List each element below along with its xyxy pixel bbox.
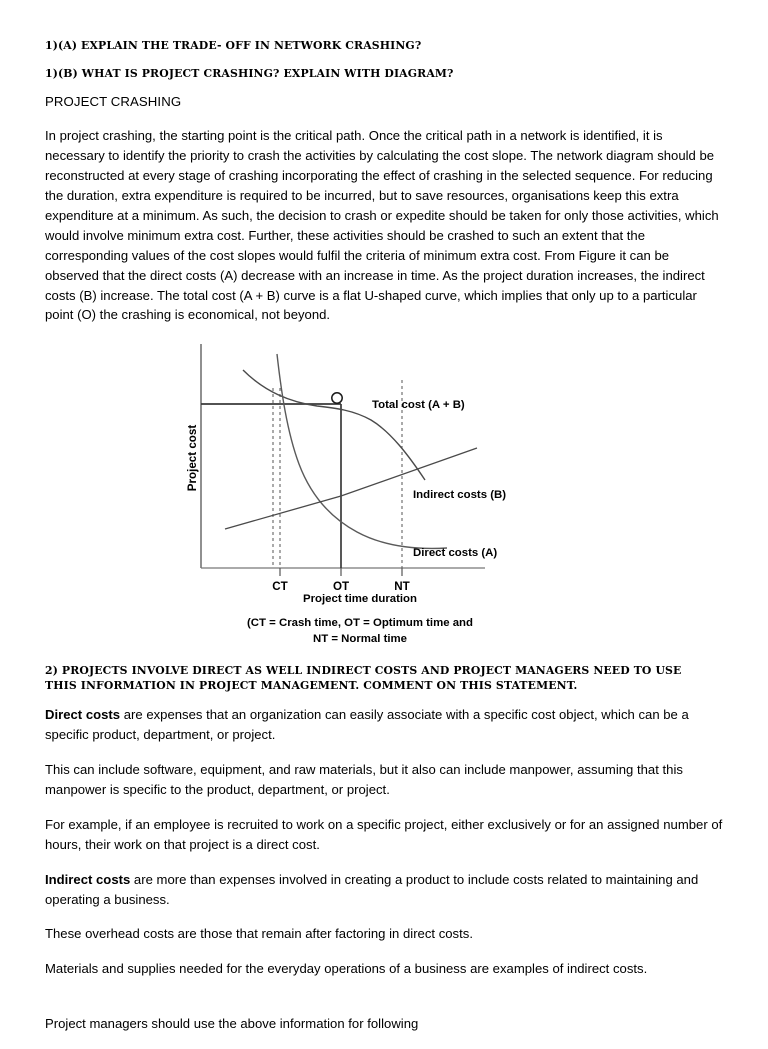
series-label-total-cost: Total cost (A + B): [372, 399, 465, 412]
figure-project-cost-chart: [45, 340, 725, 646]
paragraph-intro: In project crashing, the starting point is the critical path. Once the critical path in a network is identified, it is necessary to identify the priority to crash the activities by calculating the cost slope. The network diagram should be reconstructed at every stage of crashing incorporating the effect of crashing in the selected sequence. For reducing the duration, extra expenditure is required to be incurred, but to save resources, organisations keep this extra expenditure at a minimum. As such, the decision to crash or expedite should be taken for only those activities, which would involve minimum extra cost. Further, these activities should be crashed to such an extent that the corresponding values of the cost slopes would fulfil the criteria of minimum extra cost. From Figure it can be observed that the direct costs (A) decrease with an increase in time. As the project duration increases, the indirect costs (B) increase. The total cost (A + B) curve is a flat U-shaped curve, which implies that only up to a particular point (O) the crashing is economical, not beyond.: [45, 128, 719, 323]
heading-question-1b: 1)(B) WHAT IS PROJECT CRASHING? EXPLAIN WITH DIAGRAM?: [45, 65, 454, 80]
figure-axis-title-x: [80, 592, 640, 607]
chart-canvas: [185, 340, 525, 590]
heading-question-2: 2) PROJECTS INVOLVE DIRECT AS WELL INDIRECT COSTS AND PROJECT MANAGERS NEED TO USE THIS INFORMATION IN PROJECT MANAGEMENT. COMMENT ON THIS STATEMENT.: [45, 662, 686, 692]
cost-time-tradeoff-chart: [185, 340, 525, 590]
optimum-point-marker-o: [332, 393, 342, 403]
tick-label-ot: OT: [332, 580, 350, 591]
paragraph-overhead: These overhead costs are those that remain after factoring in direct costs.: [45, 926, 473, 942]
paragraph-indirect-costs-rest: are more than expenses involved in creating a product to include costs related to maintaining and operating a business.: [45, 871, 699, 907]
axis-label-x-text: Project time duration: [303, 593, 417, 606]
paragraph-closing: Project managers should use the above information for following: [45, 1016, 419, 1032]
curve-total-cost: [243, 370, 425, 480]
axis-label-y: Project cost: [186, 425, 199, 492]
paragraph-direct-costs-rest: are expenses that an organization can easily associate with a specific cost object, which can be a specific product, department, or project.: [45, 707, 689, 743]
annotation-label-o: [337, 401, 338, 402]
figure-caption-line-2: NT = Normal time: [313, 632, 407, 645]
curve-direct-costs: [277, 354, 447, 548]
tick-label-nt: NT: [394, 580, 410, 591]
series-label-direct-costs: Direct costs (A): [413, 547, 498, 560]
lead-in-indirect-costs: Indirect costs: [45, 871, 131, 887]
figure-caption: [80, 616, 640, 646]
paragraph-software-equipment: This can include software, equipment, and raw materials, but it also can include manpower, assuming that this manpower is specific to the product, department, or project.: [45, 762, 683, 797]
figure-caption-line-1: (CT = Crash time, OT = Optimum time and: [247, 617, 473, 630]
paragraph-materials: Materials and supplies needed for the everyday operations of a business are examples of indirect costs.: [45, 961, 648, 977]
heading-question-1a: 1)(A) EXPLAIN THE TRADE- OFF IN NETWORK CRASHING?: [45, 38, 422, 52]
paragraph-indirect-costs: [45, 870, 725, 910]
paragraph-direct-costs: [45, 705, 725, 745]
paragraph-example: For example, if an employee is recruited to work on a specific project, either exclusively or for an assigned number of hours, their work on that project is a direct cost.: [45, 816, 723, 852]
document-content: [45, 38, 725, 1049]
tick-label-ct: CT: [272, 580, 288, 591]
lead-in-direct-costs: Direct costs: [45, 707, 121, 723]
series-label-indirect-costs: Indirect costs (B): [413, 489, 507, 502]
section-title-project-crashing: PROJECT CRASHING: [45, 93, 182, 109]
